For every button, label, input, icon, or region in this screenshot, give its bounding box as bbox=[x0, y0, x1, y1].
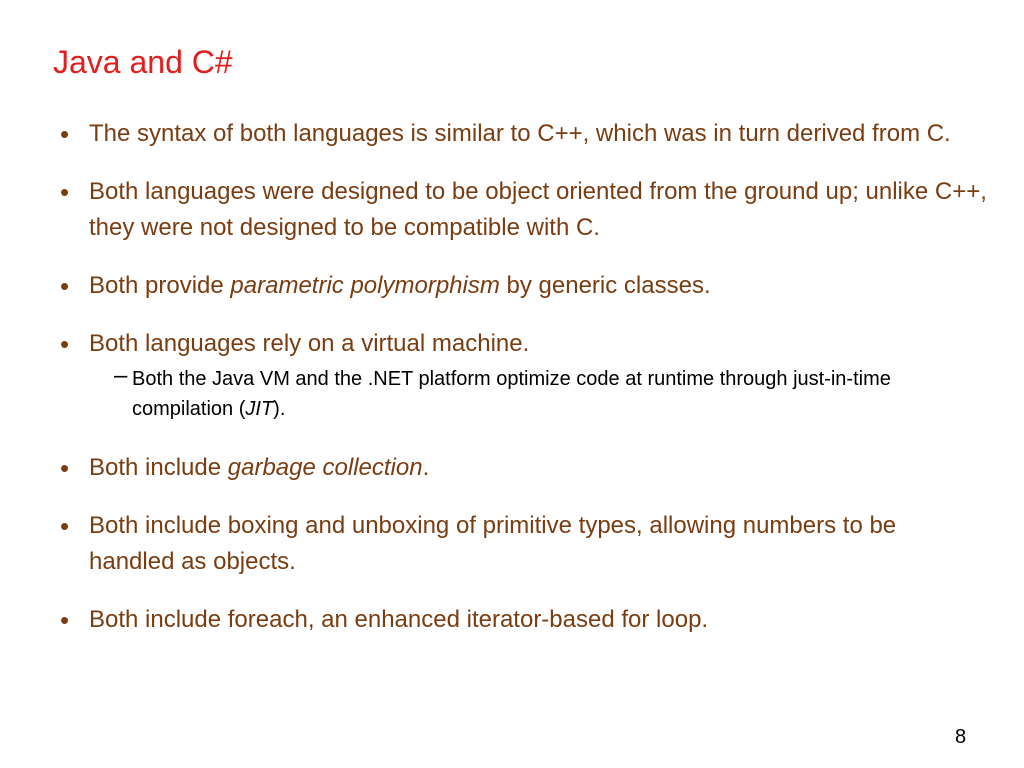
bullet-marker: • bbox=[60, 329, 70, 359]
bullet-marker: • bbox=[60, 177, 70, 207]
sub-bullet-text-after: ). bbox=[273, 398, 286, 420]
sub-bullet-item bbox=[114, 362, 982, 424]
bullet-item bbox=[58, 602, 988, 638]
page-number: 8 bbox=[955, 726, 967, 748]
bullet-text-after: by generic classes. bbox=[499, 272, 711, 299]
bullet-item bbox=[58, 116, 988, 152]
bullet-text: Both languages were designed to be object oriented from the ground up; unlike C++, they were not designed to be compatible with C. bbox=[89, 178, 987, 241]
bullet-marker: • bbox=[60, 605, 70, 635]
bullet-text: The syntax of both languages is similar to C++, which was in turn derived from C. bbox=[89, 120, 951, 147]
bullet-item bbox=[58, 326, 988, 362]
bullet-item bbox=[58, 268, 988, 304]
sub-bullet-marker: – bbox=[114, 362, 128, 389]
bullet-item bbox=[58, 508, 988, 580]
bullet-marker: • bbox=[60, 511, 70, 541]
bullet-text: Both include boxing and unboxing of primitive types, allowing numbers to be handled as objects. bbox=[89, 512, 897, 575]
bullet-marker: • bbox=[60, 119, 70, 149]
bullet-text-before: Both provide bbox=[89, 272, 231, 299]
bullet-marker: • bbox=[60, 453, 70, 483]
bullet-list bbox=[58, 116, 988, 660]
slide-title: Java and C# bbox=[53, 44, 233, 80]
bullet-emphasis: garbage collection bbox=[227, 454, 423, 481]
bullet-text-after: . bbox=[422, 454, 430, 481]
sub-bullet-text-before: Both the Java VM and the .NET platform optimize code at runtime through just-in-time compilation ( bbox=[132, 368, 891, 420]
bullet-text: Both include foreach, an enhanced iterator-based for loop. bbox=[89, 606, 709, 633]
bullet-item bbox=[58, 174, 988, 246]
sub-bullet-emphasis: JIT bbox=[245, 398, 274, 420]
bullet-item bbox=[58, 450, 988, 486]
bullet-text-before: Both include bbox=[89, 454, 228, 481]
bullet-emphasis: parametric polymorphism bbox=[230, 272, 500, 299]
bullet-marker: • bbox=[60, 271, 70, 301]
bullet-text: Both languages rely on a virtual machine. bbox=[89, 330, 530, 357]
